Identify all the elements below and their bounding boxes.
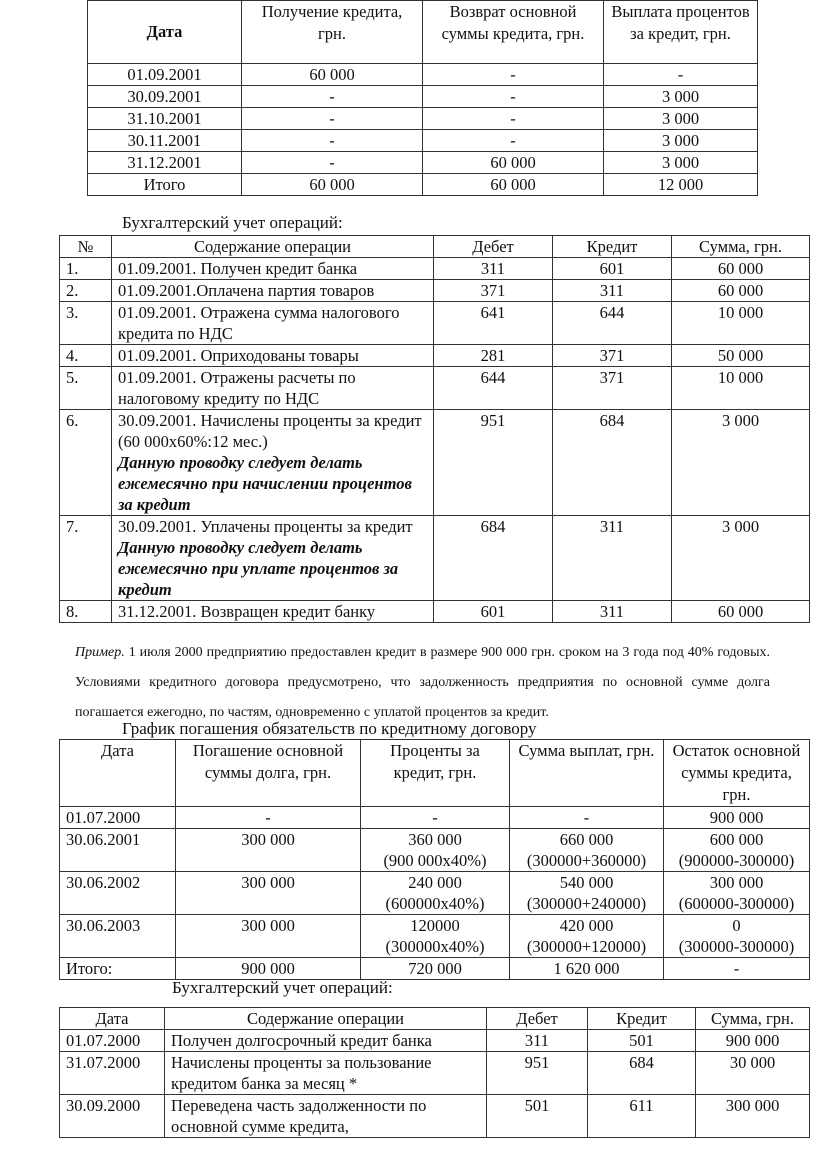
cell-date: 30.09.2000: [60, 1095, 165, 1138]
cell-description: [112, 516, 434, 601]
cell-interest: -: [361, 807, 510, 829]
cell-total: 1 620 000: [510, 958, 664, 980]
cell-debit: 281: [434, 345, 553, 367]
cell-credit: 371: [553, 345, 672, 367]
cell-credit: 311: [553, 516, 672, 601]
header-principal-returned: Возврат основной суммы кредита, грн.: [423, 1, 604, 64]
cell-description: [112, 410, 434, 516]
cell-date: 31.07.2000: [60, 1052, 165, 1095]
table-row: [88, 108, 758, 130]
balance-value: 600 000: [709, 830, 764, 849]
example-label: Пример.: [75, 645, 125, 660]
cell-returned: 60 000: [423, 152, 604, 174]
cell-interest: [361, 829, 510, 872]
total-calc: (300000+120000): [526, 937, 647, 956]
cell-principal: 900 000: [176, 958, 361, 980]
cell-date: 30.09.2001: [88, 86, 242, 108]
cell-number: 7.: [60, 516, 112, 601]
table-row: [60, 872, 810, 915]
accounting-entries-table: [59, 235, 810, 623]
cell-sum: 60 000: [672, 601, 810, 623]
cell-total: [510, 829, 664, 872]
cell-number: 8.: [60, 601, 112, 623]
cell-number: 3.: [60, 302, 112, 345]
cell-sum: 3 000: [672, 410, 810, 516]
cell-principal: 300 000: [176, 872, 361, 915]
cell-principal: 300 000: [176, 829, 361, 872]
cell-interest: 3 000: [604, 86, 758, 108]
cell-principal: 300 000: [176, 915, 361, 958]
table-row: [88, 64, 758, 86]
balance-calc: (600000-300000): [678, 894, 795, 913]
balance-calc: (900000-300000): [678, 851, 795, 870]
caption-schedule: График погашения обязательств по кредитному договору: [122, 719, 537, 738]
cell-number: 5.: [60, 367, 112, 410]
cell-date: 01.07.2000: [60, 1030, 165, 1052]
description-text: 30.09.2001. Начислены проценты за кредит (60 000х60%:12 мес.): [118, 411, 422, 451]
table-header-row: [88, 1, 758, 64]
interest-value: 240 000: [408, 873, 462, 892]
table-row: [60, 345, 810, 367]
table-row: [60, 915, 810, 958]
table-row: [60, 601, 810, 623]
table-row: [60, 829, 810, 872]
cell-total-label: Итого: [88, 174, 242, 196]
total-calc: (300000+360000): [526, 851, 647, 870]
example-text: 1 июля 2000 предприятию предоставлен кредит в размере 900 000 грн. сроком на 3 года под 40% годовых. Условиями кредитного договора предусмотрено, что задолженность предприятия по основной сумме долга погашается ежегодно, по частям, одновременно с уплатой процентов за кредит.: [75, 645, 770, 720]
cell-sum: 50 000: [672, 345, 810, 367]
balance-value: 0: [732, 916, 741, 935]
header-balance: Остаток основной суммы кредита, грн.: [664, 740, 810, 807]
cell-description: 01.09.2001. Отражена сумма налогового кредита по НДС: [112, 302, 434, 345]
table-header-row: [60, 1008, 810, 1030]
table-header-row: [60, 740, 810, 807]
cell-description: 31.12.2001. Возвращен кредит банку: [112, 601, 434, 623]
cell-sum: 900 000: [696, 1030, 810, 1052]
cell-total: [510, 915, 664, 958]
total-value: 420 000: [559, 916, 614, 935]
cell-date: 01.09.2001: [88, 64, 242, 86]
header-total-payments: Сумма выплат, грн.: [510, 740, 664, 807]
cell-total-label: Итого:: [60, 958, 176, 980]
cell-description: Переведена часть задолженности по основной сумме кредита,: [165, 1095, 487, 1138]
cell-interest: 3 000: [604, 108, 758, 130]
header-debit: Дебет: [487, 1008, 588, 1030]
table-row: [60, 280, 810, 302]
cell-interest: 3 000: [604, 152, 758, 174]
cell-debit: 311: [434, 258, 553, 280]
table-row: [60, 410, 810, 516]
header-credit-received: Получение кредита, грн.: [242, 1, 423, 64]
cell-description: 01.09.2001. Получен кредит банка: [112, 258, 434, 280]
cell-debit: 501: [487, 1095, 588, 1138]
cell-debit: 951: [434, 410, 553, 516]
table-row: [60, 258, 810, 280]
cell-date: 30.11.2001: [88, 130, 242, 152]
cell-description: 01.09.2001. Оприходованы товары: [112, 345, 434, 367]
total-calc: (300000+240000): [526, 894, 647, 913]
cell-sum: 60 000: [672, 280, 810, 302]
cell-debit: 644: [434, 367, 553, 410]
cell-credit: 684: [588, 1052, 696, 1095]
cell-date: 30.06.2002: [60, 872, 176, 915]
cell-credit: 684: [553, 410, 672, 516]
cell-returned: -: [423, 64, 604, 86]
table-header-row: [60, 236, 810, 258]
cell-interest: [361, 915, 510, 958]
cell-description: Начислены проценты за пользование кредитом банка за месяц *: [165, 1052, 487, 1095]
cell-total: [510, 872, 664, 915]
table-row: [60, 367, 810, 410]
cell-number: 2.: [60, 280, 112, 302]
cell-date: 30.06.2003: [60, 915, 176, 958]
table-row: [60, 1052, 810, 1095]
interest-value: 120000: [410, 916, 460, 935]
total-value: 660 000: [559, 830, 614, 849]
cell-credit: 311: [553, 280, 672, 302]
cell-date: 31.12.2001: [88, 152, 242, 174]
header-date: Дата: [60, 740, 176, 807]
cell-number: 6.: [60, 410, 112, 516]
cell-received: -: [242, 130, 423, 152]
cell-sum: 10 000: [672, 367, 810, 410]
example-paragraph: [75, 638, 770, 728]
table-total-row: [88, 174, 758, 196]
description-note: Данную проводку следует делать ежемесячно при уплате процентов за кредит: [118, 538, 399, 599]
cell-debit: 601: [434, 601, 553, 623]
balance-calc: (300000-300000): [678, 937, 795, 956]
header-date: Дата: [88, 1, 242, 64]
cell-number: 1.: [60, 258, 112, 280]
cell-credit: 501: [588, 1030, 696, 1052]
cell-received: -: [242, 108, 423, 130]
interest-calc: (900 000х40%): [383, 851, 487, 870]
cell-credit: 371: [553, 367, 672, 410]
cell-interest: -: [604, 64, 758, 86]
caption-accounting-1: Бухгалтерский учет операций:: [122, 213, 343, 232]
cell-date: 01.07.2000: [60, 807, 176, 829]
caption-accounting-2: Бухгалтерский учет операций:: [172, 978, 393, 997]
cell-date: 30.06.2001: [60, 829, 176, 872]
table-row: [60, 302, 810, 345]
cell-returned: 60 000: [423, 174, 604, 196]
credit-movement-table: [87, 0, 758, 196]
cell-balance: [664, 829, 810, 872]
table-row: [60, 807, 810, 829]
cell-balance: 900 000: [664, 807, 810, 829]
table-row: [60, 1030, 810, 1052]
header-debit: Дебет: [434, 236, 553, 258]
interest-value: 360 000: [408, 830, 462, 849]
cell-total: -: [510, 807, 664, 829]
table-row: [88, 152, 758, 174]
cell-interest: 720 000: [361, 958, 510, 980]
cell-credit: 601: [553, 258, 672, 280]
cell-sum: 30 000: [696, 1052, 810, 1095]
cell-description: Получен долгосрочный кредит банка: [165, 1030, 487, 1052]
cell-sum: 10 000: [672, 302, 810, 345]
header-description: Содержание операции: [165, 1008, 487, 1030]
header-credit: Кредит: [553, 236, 672, 258]
cell-principal: -: [176, 807, 361, 829]
header-number: №: [60, 236, 112, 258]
table-row: [88, 130, 758, 152]
cell-debit: 371: [434, 280, 553, 302]
cell-description: 01.09.2001.Оплачена партия товаров: [112, 280, 434, 302]
cell-credit: 644: [553, 302, 672, 345]
description-text: 30.09.2001. Уплачены проценты за кредит: [118, 517, 413, 536]
cell-balance: -: [664, 958, 810, 980]
table-row: [88, 86, 758, 108]
cell-number: 4.: [60, 345, 112, 367]
cell-credit: 611: [588, 1095, 696, 1138]
cell-returned: -: [423, 108, 604, 130]
header-interest-paid: Выплата процентов за кредит, грн.: [604, 1, 758, 64]
cell-debit: 641: [434, 302, 553, 345]
cell-description: 01.09.2001. Отражены расчеты по налоговому кредиту по НДС: [112, 367, 434, 410]
cell-balance: [664, 872, 810, 915]
cell-returned: -: [423, 130, 604, 152]
total-value: 540 000: [559, 873, 614, 892]
header-sum: Сумма, грн.: [672, 236, 810, 258]
cell-credit: 311: [553, 601, 672, 623]
cell-debit: 684: [434, 516, 553, 601]
repayment-schedule-table: [59, 739, 810, 980]
header-credit: Кредит: [588, 1008, 696, 1030]
interest-calc: (300000х40%): [385, 937, 485, 956]
cell-returned: -: [423, 86, 604, 108]
balance-value: 300 000: [709, 873, 764, 892]
header-date: Дата: [60, 1008, 165, 1030]
table-row: [60, 1095, 810, 1138]
header-interest: Проценты за кредит, грн.: [361, 740, 510, 807]
interest-calc: (600000х40%): [385, 894, 485, 913]
cell-sum: 300 000: [696, 1095, 810, 1138]
header-principal: Погашение основной суммы долга, грн.: [176, 740, 361, 807]
cell-received: -: [242, 152, 423, 174]
header-sum: Сумма, грн.: [696, 1008, 810, 1030]
long-term-credit-entries-table: [59, 1007, 810, 1138]
description-note: Данную проводку следует делать ежемесячно при начислении процентов за кредит: [118, 453, 412, 514]
cell-debit: 951: [487, 1052, 588, 1095]
cell-sum: 3 000: [672, 516, 810, 601]
cell-interest: 12 000: [604, 174, 758, 196]
cell-received: 60 000: [242, 64, 423, 86]
cell-received: -: [242, 86, 423, 108]
cell-interest: 3 000: [604, 130, 758, 152]
cell-sum: 60 000: [672, 258, 810, 280]
cell-debit: 311: [487, 1030, 588, 1052]
table-row: [60, 516, 810, 601]
cell-received: 60 000: [242, 174, 423, 196]
cell-date: 31.10.2001: [88, 108, 242, 130]
header-description: Содержание операции: [112, 236, 434, 258]
cell-interest: [361, 872, 510, 915]
cell-balance: [664, 915, 810, 958]
